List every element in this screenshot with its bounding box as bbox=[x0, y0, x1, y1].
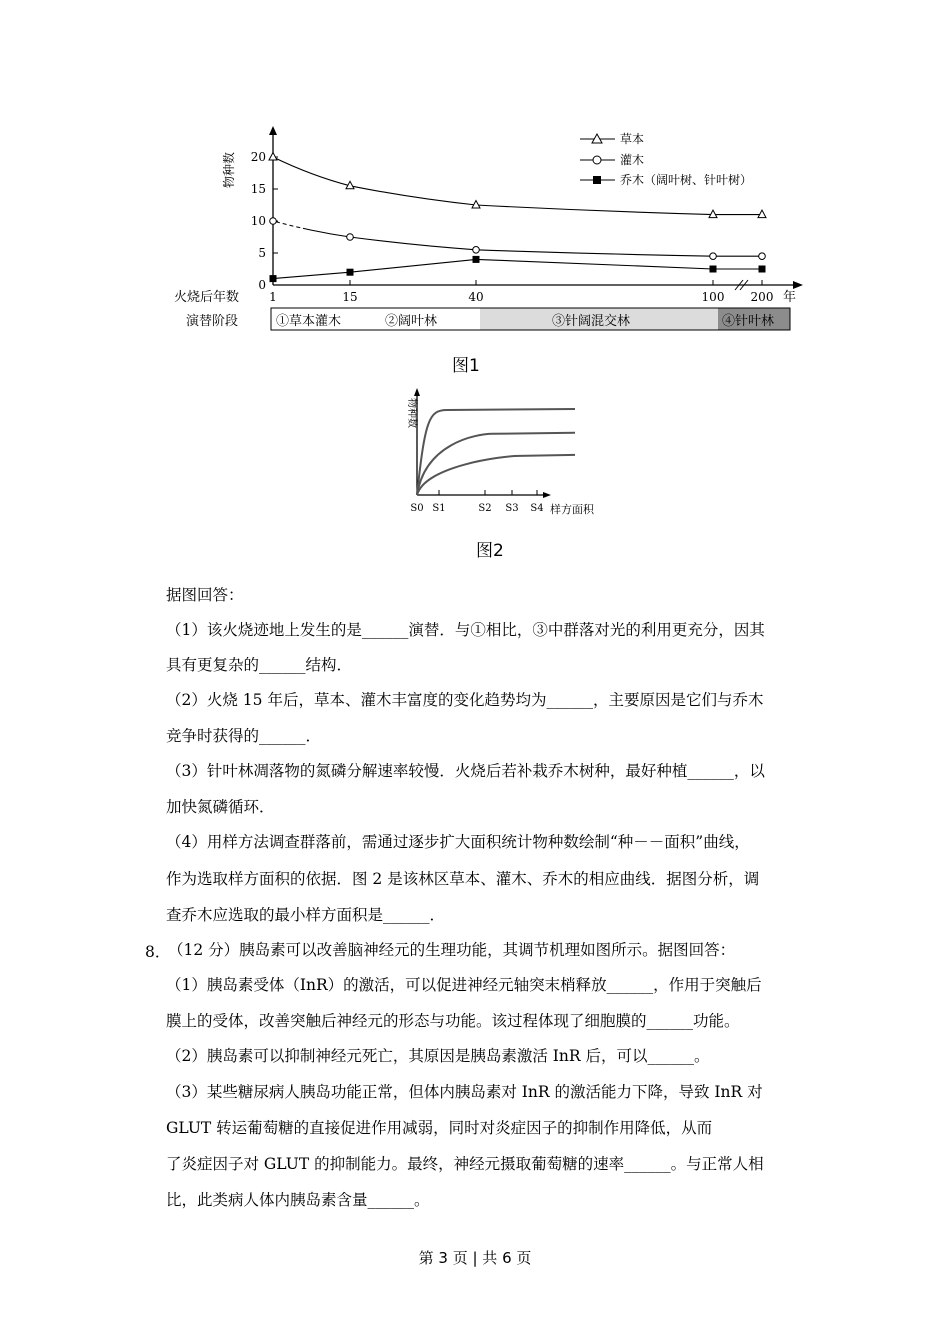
series-line-2 bbox=[273, 259, 762, 278]
x-tick-label: 1 bbox=[269, 290, 277, 304]
point-tree bbox=[270, 275, 277, 282]
x-tick-label: S2 bbox=[478, 503, 492, 514]
q8-1-line1: （1）胰岛素受体（InR）的激活，可以促进神经元轴突末梢释放______，作用于突触后 bbox=[166, 976, 762, 994]
point-tree bbox=[759, 266, 766, 273]
q3-line2: 加快氮磷循环． bbox=[166, 798, 275, 816]
point-tree bbox=[347, 269, 354, 276]
q8-intro: （12 分）胰岛素可以改善脑神经元的生理功能，其调节机理如图所示。据图回答： bbox=[168, 941, 736, 959]
q3-line1: （3）针叶林凋落物的氮磷分解速率较慢．火烧后若补栽乔木树种，最好种植______，以 bbox=[166, 762, 765, 780]
y-tick-label: 5 bbox=[258, 246, 266, 260]
legend bbox=[580, 131, 752, 187]
q8-3-line2: GLUT 转运葡萄糖的直接促进作用减弱，同时对炎症因子的抑制作用降低，从而 bbox=[166, 1119, 713, 1137]
series-line-1 bbox=[273, 221, 762, 256]
x-axis-label: 火烧后年数 bbox=[174, 290, 240, 305]
legend-tree: 乔木（阔叶树、针叶树） bbox=[620, 173, 753, 187]
q8-number: 8． bbox=[145, 943, 171, 961]
point-herb bbox=[758, 210, 766, 218]
point-tree bbox=[710, 266, 717, 273]
q2-line2: 竞争时获得的______． bbox=[166, 727, 322, 745]
q8-2-line1: （2）胰岛素可以抑制神经元死亡，其原因是胰岛素激活 InR 后，可以______。 bbox=[166, 1047, 710, 1065]
point-shrub bbox=[347, 234, 354, 241]
y-axis-label: 物种数 bbox=[222, 151, 236, 189]
y-tick-label: 10 bbox=[250, 214, 266, 228]
figure1-chart bbox=[160, 120, 820, 360]
x-tick-label: 100 bbox=[701, 290, 725, 304]
x-axis-label: 样方面积 bbox=[550, 503, 594, 516]
q8-1-line2: 膜上的受体，改善突触后神经元的形态与功能。该过程体现了细胞膜的______功能。 bbox=[166, 1012, 740, 1030]
q8-3-line3: 了炎症因子对 GLUT 的抑制能力。最终，神经元摄取葡萄糖的速率______。与正常人相 bbox=[166, 1155, 764, 1173]
point-herb bbox=[709, 210, 717, 218]
figure2-caption: 图2 bbox=[476, 541, 504, 561]
curve-2 bbox=[417, 455, 575, 495]
figure2-chart bbox=[395, 385, 625, 520]
q4-line2: 作为选取样方面积的依据．图 2 是该林区草本、灌木、乔木的相应曲线．据图分析，调 bbox=[166, 870, 760, 888]
stage-1: ①草本灌木 bbox=[276, 314, 342, 329]
x-tick-label: 40 bbox=[468, 290, 484, 304]
intro-text: 据图回答： bbox=[166, 586, 244, 604]
x-tick-label: 200 bbox=[750, 290, 774, 304]
point-herb bbox=[269, 153, 277, 161]
q2-line1: （2）火烧 15 年后，草本、灌木丰富度的变化趋势均为______，主要原因是它们与乔木 bbox=[166, 691, 764, 709]
x-tick-label: S0 bbox=[410, 503, 424, 514]
stage-3: ③针阔混交林 bbox=[552, 314, 631, 329]
q8-3-line1: （3）某些糖尿病人胰岛功能正常，但体内胰岛素对 InR 的激活能力下降，导致 InR 对 bbox=[166, 1083, 763, 1101]
stage-row-label: 演替阶段 bbox=[186, 314, 239, 329]
legend-shrub: 灌木 bbox=[620, 153, 645, 167]
q4-line1: （4）用样方法调查群落前，需通过逐步扩大面积统计物种数绘制“种－－面积”曲线， bbox=[166, 833, 750, 851]
y-axis-label: 物种数 bbox=[406, 398, 417, 428]
x-tick-label: S4 bbox=[530, 503, 544, 514]
y-tick-label: 20 bbox=[250, 150, 266, 164]
x-tick-label: S1 bbox=[432, 503, 446, 514]
point-shrub bbox=[270, 218, 277, 225]
curve-1 bbox=[417, 433, 575, 495]
q1-line1: （1）该火烧迹地上发生的是______演替．与①相比，③中群落对光的利用更充分，因其 bbox=[166, 621, 765, 639]
q8-3-line4: 比，此类病人体内胰岛素含量______。 bbox=[166, 1191, 430, 1209]
q4-line3: 查乔木应选取的最小样方面积是______． bbox=[166, 906, 446, 924]
y-tick-label: 0 bbox=[258, 278, 266, 292]
stage-2: ②阔叶林 bbox=[385, 314, 438, 329]
x-tick-label: 15 bbox=[342, 290, 358, 304]
x-unit: 年 bbox=[783, 290, 797, 305]
figure1-caption: 图1 bbox=[452, 356, 480, 376]
point-shrub bbox=[710, 253, 717, 260]
x-tick-label: S3 bbox=[505, 503, 519, 514]
page-footer: 第 3 页 | 共 6 页 bbox=[418, 1249, 532, 1267]
legend-herb: 草本 bbox=[620, 132, 645, 146]
y-tick-label: 15 bbox=[250, 182, 266, 196]
point-tree bbox=[473, 256, 480, 263]
q1-line2: 具有更复杂的______结构． bbox=[166, 656, 353, 674]
stage-4: ④针叶林 bbox=[722, 314, 775, 329]
point-shrub bbox=[473, 247, 480, 254]
point-shrub bbox=[759, 253, 766, 260]
